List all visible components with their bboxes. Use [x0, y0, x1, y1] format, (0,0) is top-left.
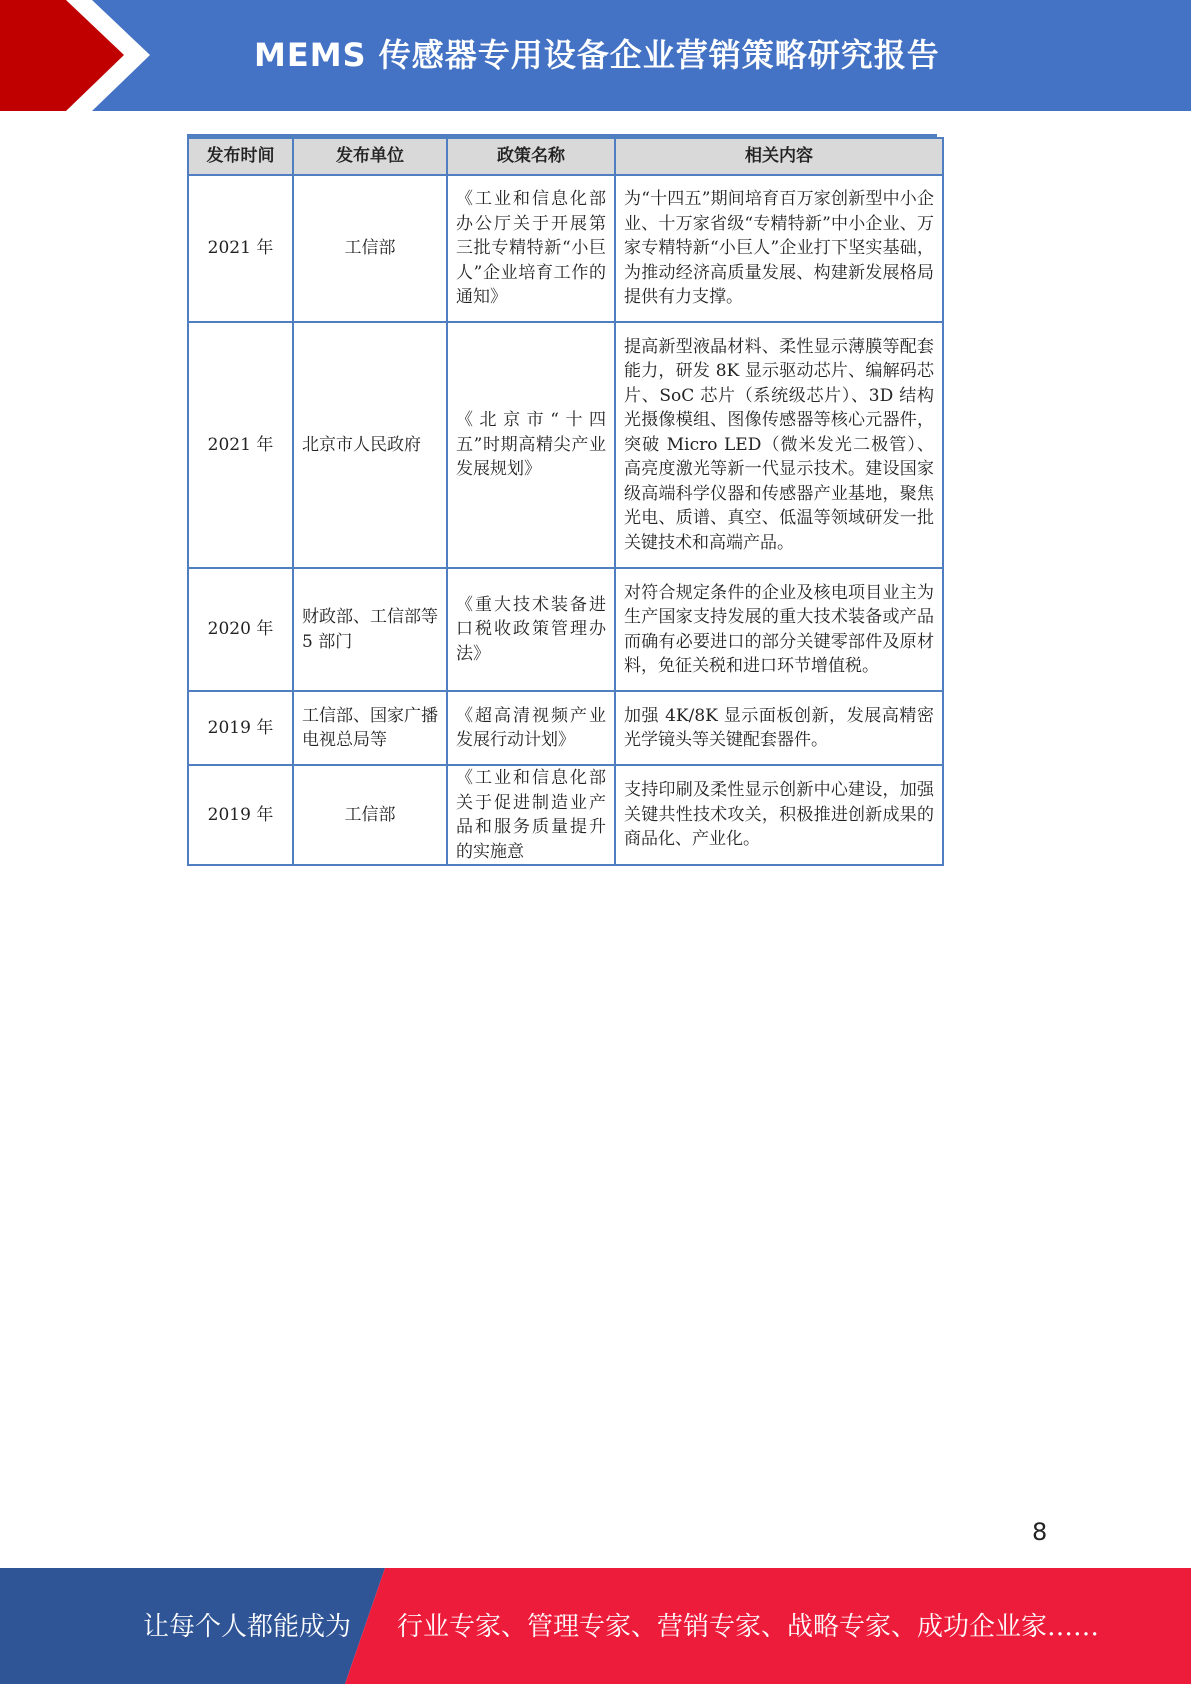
header-content: 相关内容: [615, 138, 943, 175]
table-header-row: [188, 138, 943, 175]
cell-content: 对符合规定条件的企业及核电项目业主为生产国家支持发展的重大技术装备或产品而确有必要进口的部分关键零部件及原材料，免征关税和进口环节增值税。: [615, 568, 943, 691]
cell-org: 工信部: [293, 175, 447, 322]
page-number: 8: [1032, 1518, 1048, 1546]
page-header: [0, 0, 1191, 111]
cell-org: 工信部、国家广播电视总局等: [293, 691, 447, 765]
footer-slogan-right: 行业专家、管理专家、营销专家、战略专家、成功企业家……: [397, 1612, 1100, 1642]
cell-date: 2019 年: [188, 765, 293, 865]
cell-policy-name: 《工业和信息化部关于促进制造业产品和服务质量提升的实施意: [447, 765, 615, 865]
cell-org: 工信部: [293, 765, 447, 865]
cell-policy-name: 《重大技术装备进口税收政策管理办法》: [447, 568, 615, 691]
chevron-decoration: [0, 0, 150, 111]
cell-date: 2020 年: [188, 568, 293, 691]
cell-policy-name: 《超高清视频产业发展行动计划》: [447, 691, 615, 765]
cell-org: 财政部、工信部等 5 部门: [293, 568, 447, 691]
table-row: [188, 175, 943, 322]
cell-content: 提高新型液晶材料、柔性显示薄膜等配套能力，研发 8K 显示驱动芯片、编解码芯片、SoC 芯片（系统级芯片）、3D 结构光摄像模组、图像传感器等核心元器件，突破 Micro LED（微米发光二极管）、高亮度激光等新一代显示技术。建设国家级高端科学仪器和传感器产业基地，聚焦光电、质谱、真空、低温等领域研发一批关键技术和高端产品。: [615, 322, 943, 568]
cell-content: 为“十四五”期间培育百万家创新型中小企业、十万家省级“专精特新”中小企业、万家专精特新“小巨人”企业打下坚实基础，为推动经济高质量发展、构建新发展格局提供有力支撑。: [615, 175, 943, 322]
cell-org: 北京市人民政府: [293, 322, 447, 568]
table-row: [188, 322, 943, 568]
header-date: 发布时间: [188, 138, 293, 175]
page-footer: [0, 1568, 1191, 1684]
cell-policy-name: 《工业和信息化部办公厅关于开展第三批专精特新“小巨人”企业培育工作的通知》: [447, 175, 615, 322]
header-policy-name: 政策名称: [447, 138, 615, 175]
table-row: [188, 568, 943, 691]
cell-content: 支持印刷及柔性显示创新中心建设，加强关键共性技术攻关，积极推进创新成果的商品化、产业化。: [615, 765, 943, 865]
cell-content: 加强 4K/8K 显示面板创新，发展高精密光学镜头等关键配套器件。: [615, 691, 943, 765]
cell-date: 2021 年: [188, 322, 293, 568]
cell-policy-name: 《北京市“十四五”时期高精尖产业发展规划》: [447, 322, 615, 568]
cell-date: 2021 年: [188, 175, 293, 322]
footer-slogan-left: 让每个人都能成为: [143, 1612, 352, 1642]
cell-date: 2019 年: [188, 691, 293, 765]
header-org: 发布单位: [293, 138, 447, 175]
policy-table: [187, 137, 944, 866]
table-row: [188, 691, 943, 765]
report-title: MEMS 传感器专用设备企业营销策略研究报告: [254, 36, 940, 74]
table-row: [188, 765, 943, 865]
